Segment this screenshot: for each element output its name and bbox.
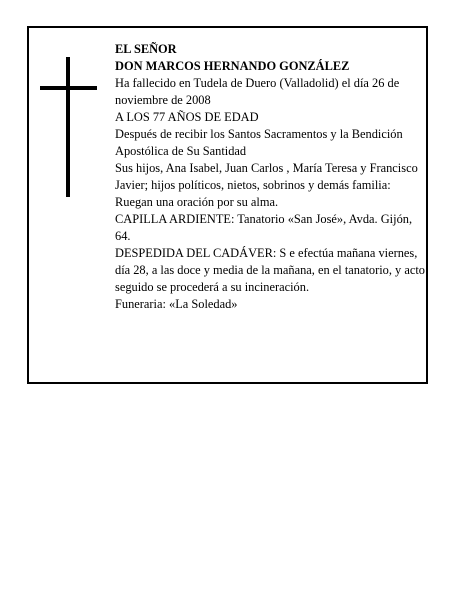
family-line: Sus hijos, Ana Isabel, Juan Carlos , María Teresa y Francisco Javier; hijos políticos, nietos, sobrinos y demás familia:: [115, 161, 418, 192]
obituary-notice: [27, 26, 428, 384]
prayer-request: Ruegan una oración por su alma.: [115, 195, 279, 209]
sacraments-line: Después de recibir los Santos Sacramentos y la Bendición Apostólica de Su Santidad: [115, 127, 403, 158]
funeral-home: Funeraria: «La Soledad»: [115, 297, 238, 311]
farewell-info: DESPEDIDA DEL CADÁVER: S e efectúa mañana viernes, día 28, a las doce y media de la mañana, en el tanatorio, y acto seguido se procederá a su incineración.: [115, 246, 425, 294]
cross-icon-bar: [40, 86, 97, 90]
deceased-name: DON MARCOS HERNANDO GONZÁLEZ: [115, 59, 350, 73]
cross-icon: [66, 57, 70, 197]
death-info: Ha fallecido en Tudela de Duero (Valladolid) el día 26 de noviembre de 2008: [115, 76, 400, 107]
age-line: A LOS 77 AÑOS DE EDAD: [115, 110, 259, 124]
notice-body: [115, 41, 425, 313]
notice-title: EL SEÑOR: [115, 42, 177, 56]
chapel-info: CAPILLA ARDIENTE: Tanatorio «San José», Avda. Gijón, 64.: [115, 212, 413, 243]
